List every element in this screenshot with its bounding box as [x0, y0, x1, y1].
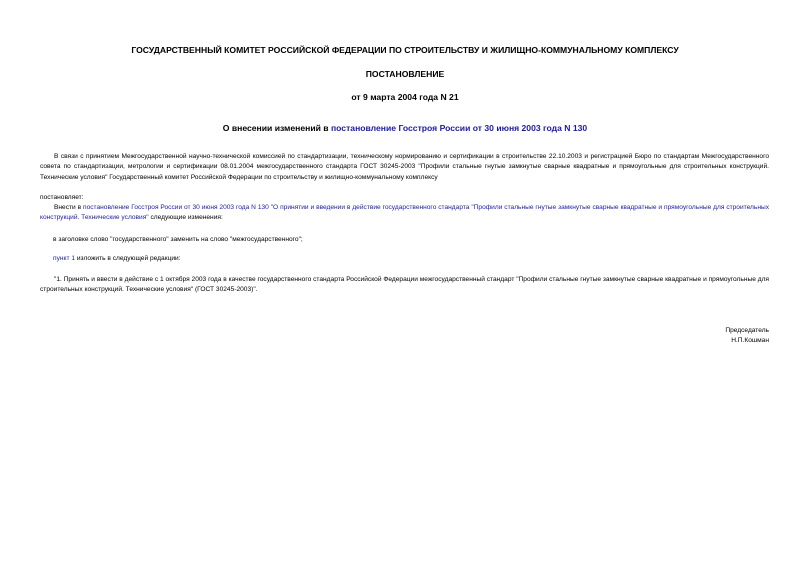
subject-prefix: О внесении изменений в: [222, 123, 331, 133]
item-suffix: изложить в следующей редакции:: [75, 255, 181, 262]
introduce-link[interactable]: постановление Госстроя России от 30 июня 2003 года N 130 "О принятии и введении в действие государственного стандарта "Профили стальные гнутые замкнутые сварные квадратные и прямоугольные для строительных конструкций. Технические условия": [40, 204, 770, 222]
subject-link[interactable]: постановление Госстроя России от 30 июня 2003 года N 130: [330, 123, 588, 133]
signature-block: [725, 326, 769, 347]
decree-paragraph: постановляет:: [40, 194, 84, 201]
introduce-prefix: Внести в: [54, 204, 83, 211]
introduce-suffix: следующие изменения:: [148, 214, 223, 222]
signature-position: Председатель: [725, 327, 769, 334]
document-date-heading: от 9 марта 2004 года N 21: [351, 92, 459, 102]
intro-paragraph: В связи с принятием Межгосударственной научно-технической комиссией по стандартизации, техническому нормированию и сертификации в строительстве 22.10.2003 и регистрацией Бюро по стандартам Межгосударственного совета по стандартизации, метрологии и сертификации 08.01.2004 межгосударственного стандарта ГОСТ 30245-2003 "Профили стальные гнутые замкнутые сварные квадратные и прямоугольные для строительных конструкций. Технические условия" Государственный комитет Российской Федерации по строительству и жилищно-коммунальному комплексу: [40, 153, 769, 181]
document-type-heading: ПОСТАНОВЛЕНИЕ: [365, 69, 445, 79]
title-change-paragraph: в заголовке слово "государственного" заменить на слово "межгосударственного";: [53, 236, 303, 243]
committee-heading: ГОСУДАРСТВЕННЫЙ КОМИТЕТ РОССИЙСКОЙ ФЕДЕРАЦИИ ПО СТРОИТЕЛЬСТВУ И ЖИЛИЩНО-КОММУНАЛЬНОМУ КОМПЛЕКСУ: [131, 45, 679, 55]
item-paragraph: [53, 254, 769, 264]
introduce-paragraph: [40, 203, 769, 224]
quote-paragraph: "1. Принять и ввести в действие с 1 октября 2003 года в качестве государственного стандарта Российской Федерации межгосударственный стандарт "Профили стальные гнутые замкнутые сварные квадратные и прямоугольные для строительных конструкций. Технические условия" (ГОСТ 30245-2003)".: [40, 276, 769, 294]
document-subject-heading: [40, 123, 770, 134]
signature-name: Н.П.Кошман: [731, 337, 769, 345]
item-link[interactable]: пункт 1: [53, 255, 75, 262]
